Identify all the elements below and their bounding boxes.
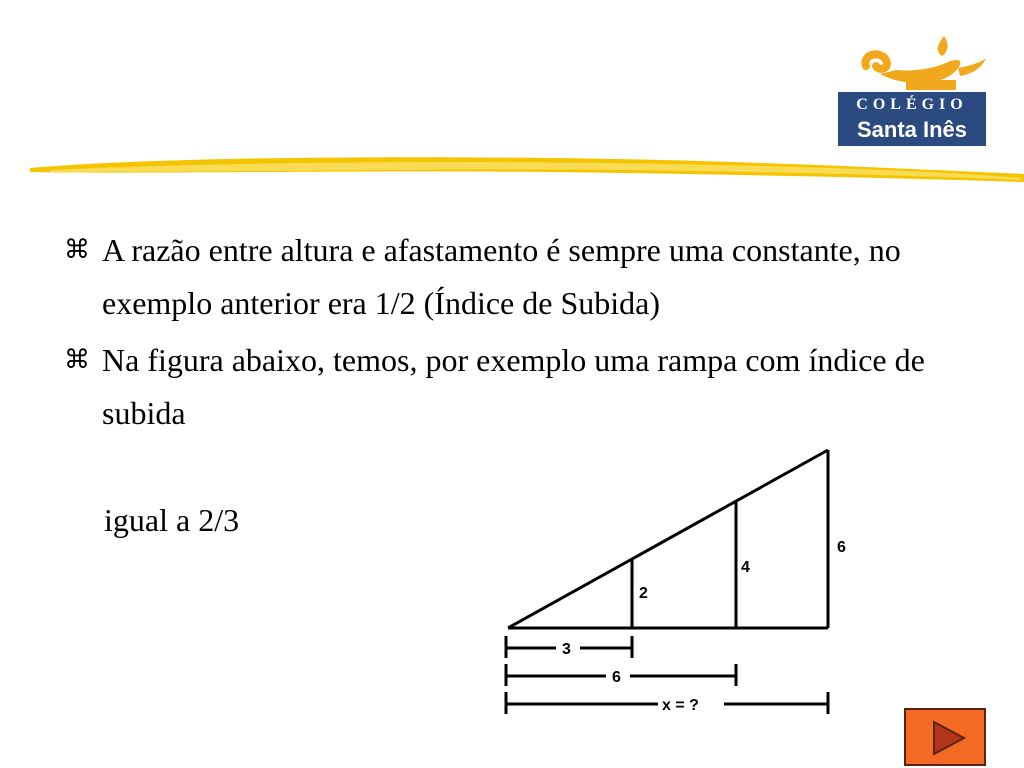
command-icon: ⌘ bbox=[64, 345, 90, 375]
command-icon: ⌘ bbox=[64, 235, 90, 265]
bullet-text: A razão entre altura e afastamento é sempre uma constante, no exemplo anterior era 1/2 (Índice de Subida) bbox=[102, 232, 901, 321]
height-label-6: 6 bbox=[837, 539, 846, 556]
logo-plate bbox=[838, 92, 986, 146]
bullet-item bbox=[64, 224, 964, 330]
logo-text-santa-ines: Santa Inês bbox=[856, 117, 968, 142]
play-arrow-icon bbox=[906, 710, 984, 764]
distance-label-3: 3 bbox=[562, 641, 571, 658]
logo-text-colegio: COLÉGIO bbox=[856, 96, 968, 113]
bullet-continuation: igual a 2/3 bbox=[104, 502, 240, 538]
height-label-4: 4 bbox=[741, 559, 750, 576]
bullet-text: Na figura abaixo, temos, por exemplo uma rampa com índice de subida bbox=[102, 342, 925, 431]
ramp-diagram bbox=[498, 444, 846, 719]
yellow-brush-stroke bbox=[30, 148, 1024, 188]
ramp-hypotenuse bbox=[508, 450, 828, 628]
next-slide-button[interactable] bbox=[904, 708, 986, 766]
bullet-item bbox=[64, 334, 964, 440]
lamp-icon bbox=[836, 32, 988, 92]
bullet-list bbox=[64, 224, 964, 444]
distance-label-6: 6 bbox=[612, 669, 621, 686]
school-logo bbox=[836, 32, 988, 146]
distance-label-x: x = ? bbox=[662, 697, 699, 714]
height-label-2: 2 bbox=[639, 585, 648, 602]
